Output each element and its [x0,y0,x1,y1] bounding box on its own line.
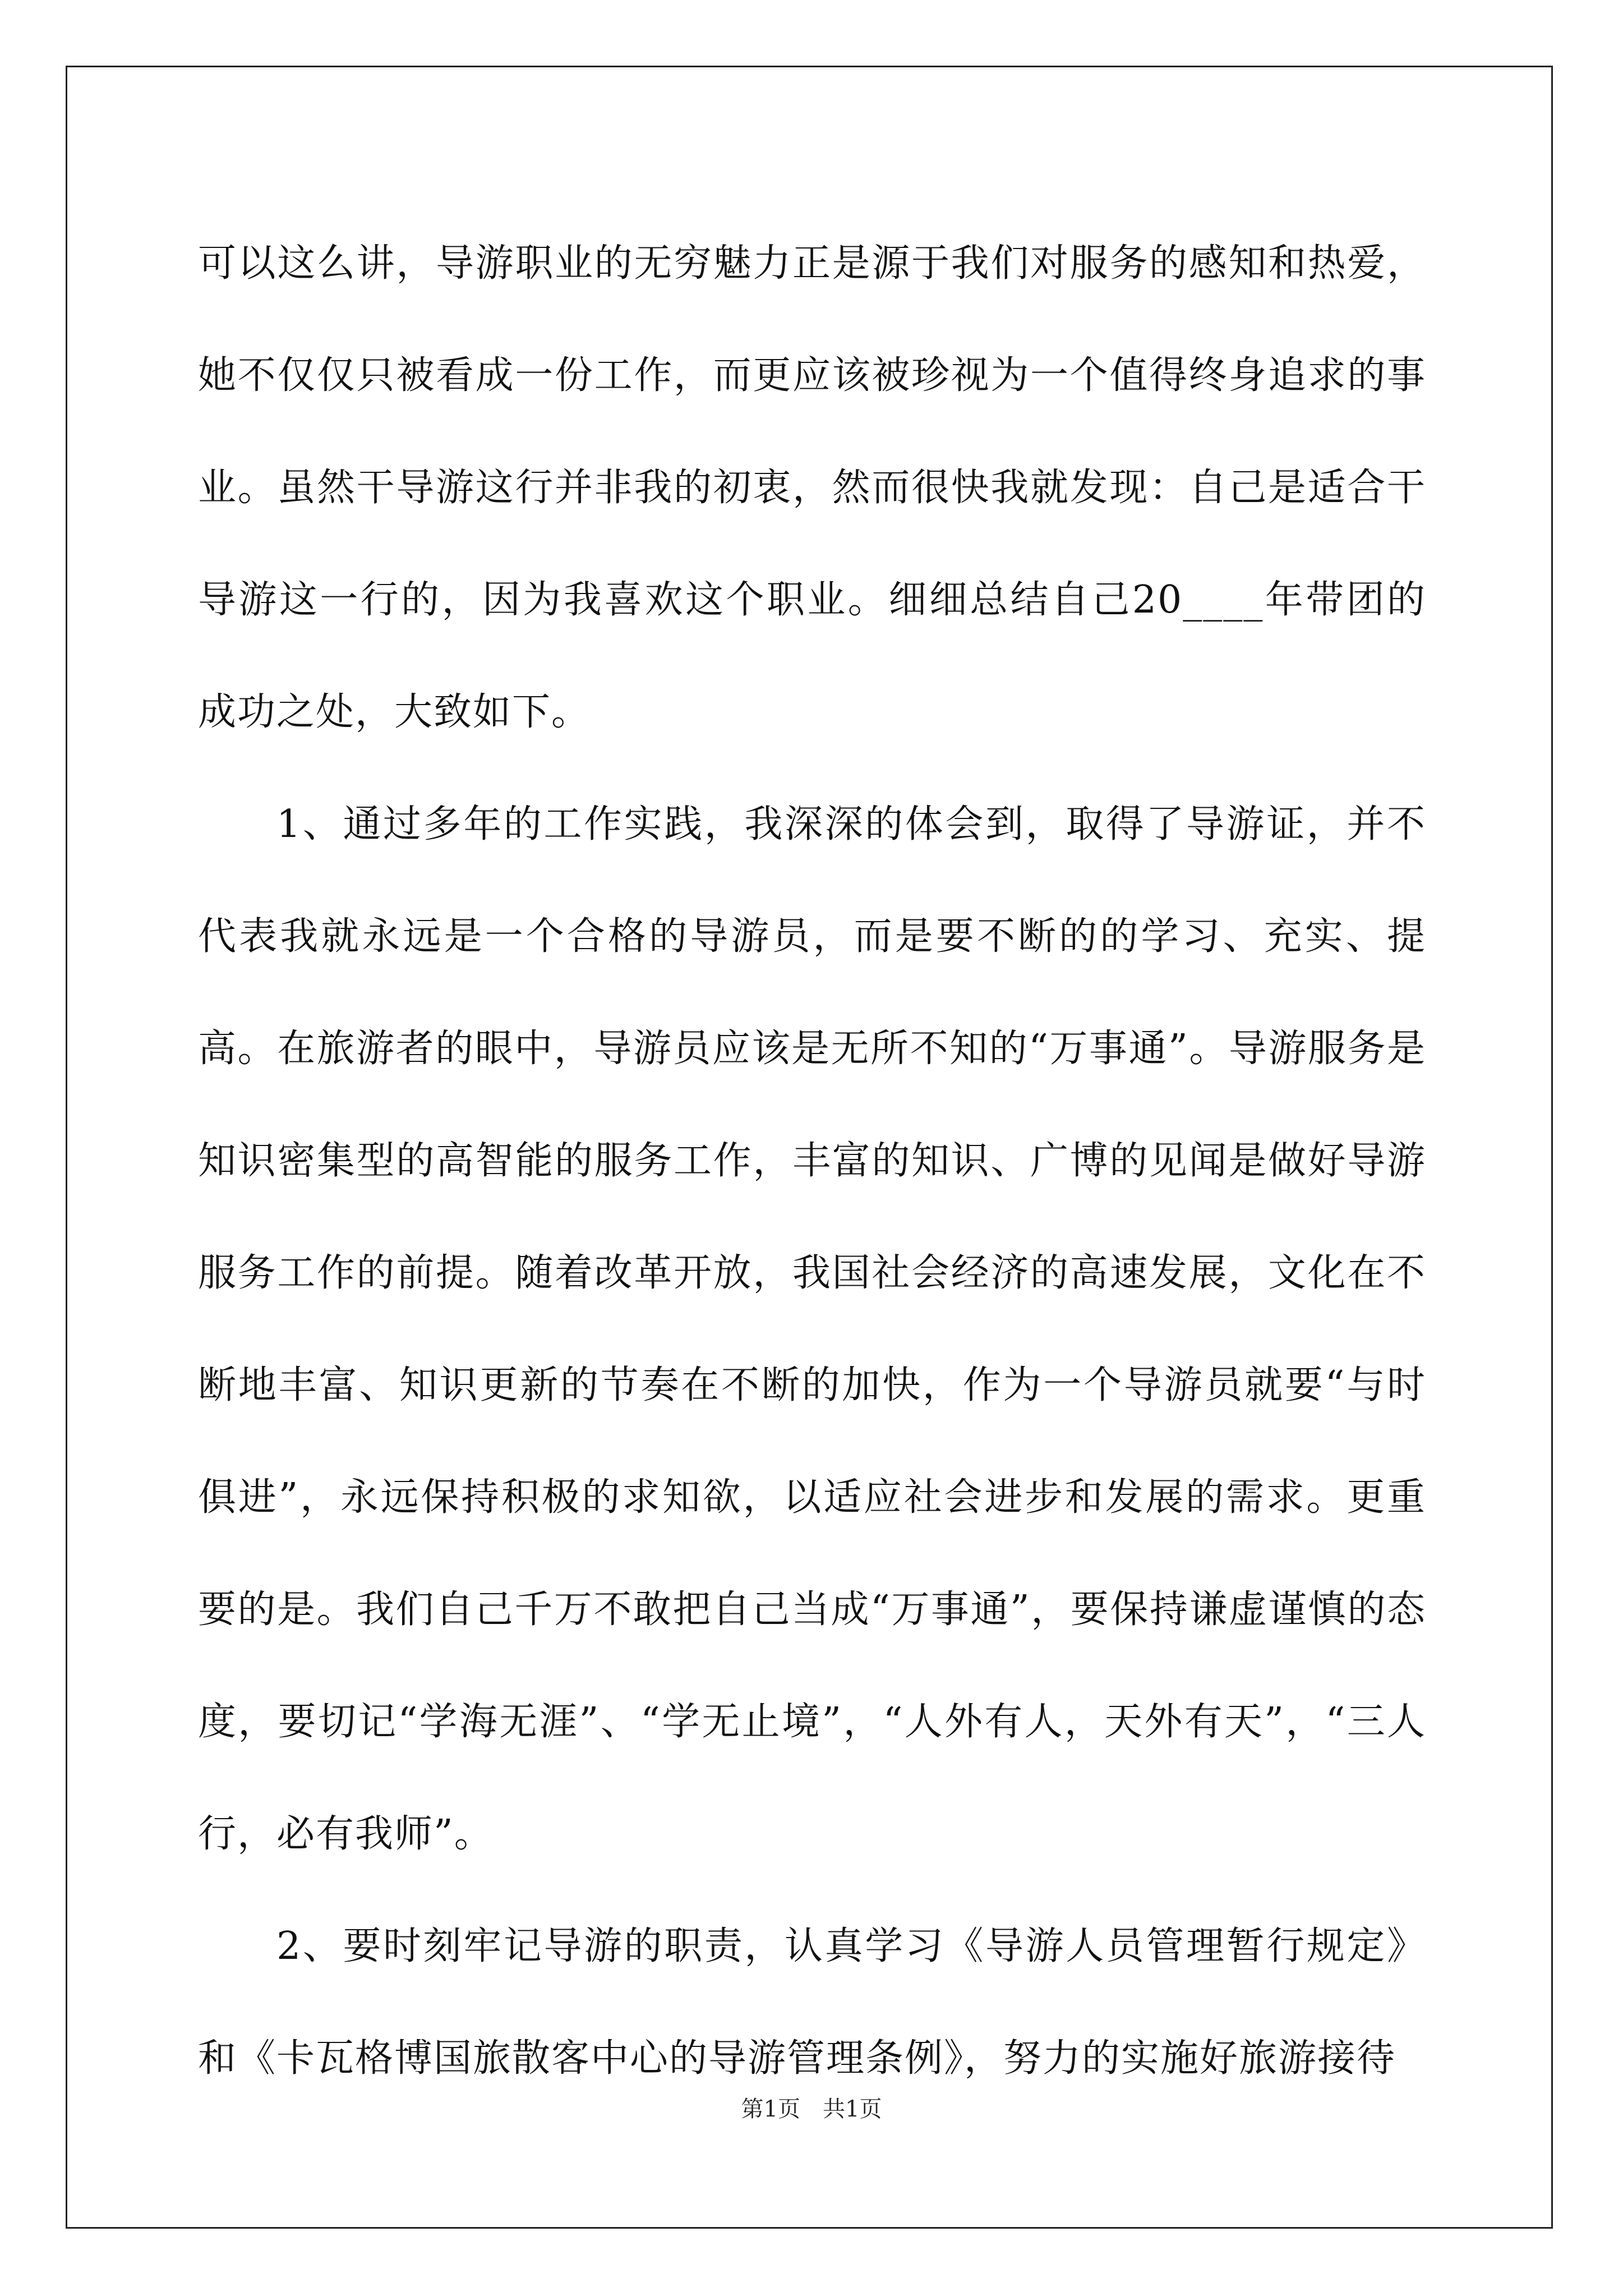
document-body [198,208,1426,2115]
paragraph-point-2: 2、要时刻牢记导游的职责，认真学习《导游人员管理暂行规定》和《卡瓦格博国旅散客中心的导游管理条例》，努力的实施好旅游接待 [198,1924,1426,2081]
paragraph-intro: 可以这么讲，导游职业的无穷魅力正是源于我们对服务的感知和热爱，她不仅仅只被看成一份工作，而更应该被珍视为一个值得终身追求的事业。虽然干导游这行并非我的初衷，然而很快我就发现：自己是适合干导游这一行的，因为我喜欢这个职业。细细总结自己20____年带团的成功之处，大致如下。 [198,241,1426,734]
page-footer: 第1页 共1页 [741,2096,882,2122]
paragraph-point-1: 1、通过多年的工作实践，我深深的体会到，取得了导游证，并不代表我就永远是一个合格的导游员，而是要不断的的学习、充实、提高。在旅游者的眼中，导游员应该是无所不知的“万事通”。导游服务是知识密集型的高智能的服务工作，丰富的知识、广博的见闻是做好导游服务工作的前提。随着改革开放，我国社会经济的高速发展，文化在不断地丰富、知识更新的节奏在不断的加快，作为一个导游员就要“与时俱进”，永远保持积极的求知欲，以适应社会进步和发展的需求。更重要的是。我们自己千万不敢把自己当成“万事通”，要保持谦虚谨慎的态度，要切记“学海无涯”、“学无止境”，“人外有人，天外有天”，“三人行，必有我师”。 [198,802,1426,1856]
